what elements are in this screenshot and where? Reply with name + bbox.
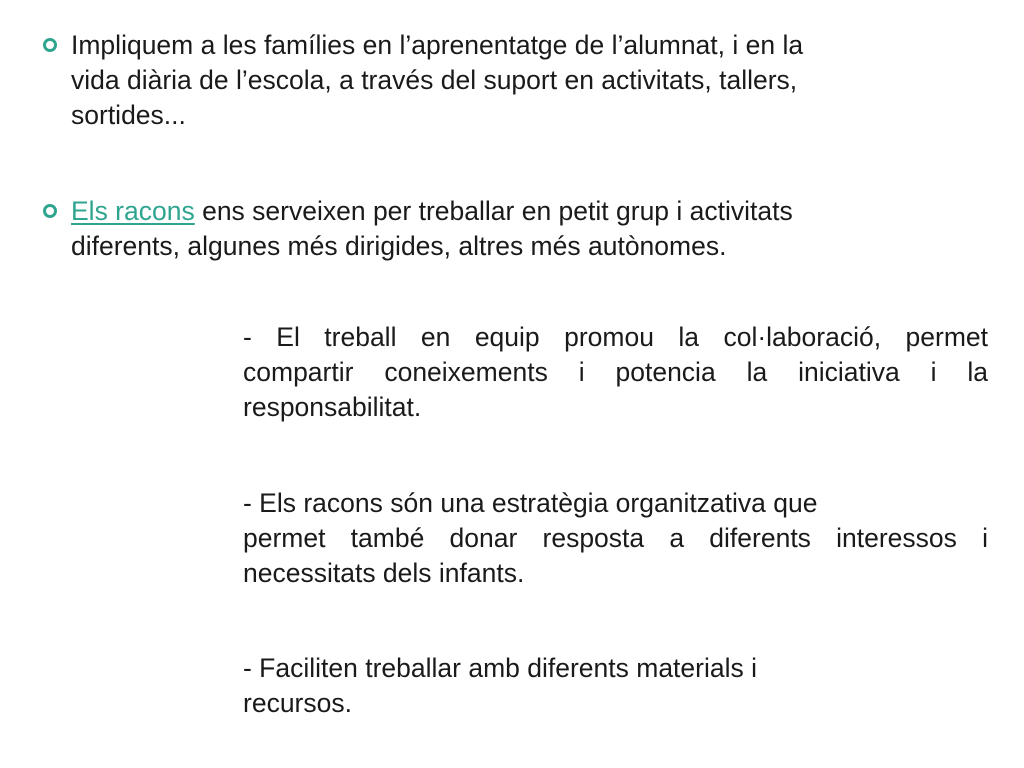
bullet-paragraph-racons xyxy=(71,194,971,264)
ring-bullet-icon xyxy=(42,203,58,219)
text-line: Impliquem a les famílies en l’aprenentatge de l’alumnat, i en la xyxy=(71,30,804,60)
text-line: diferents, algunes més dirigides, altres més autònomes. xyxy=(71,231,727,261)
ring-bullet-icon xyxy=(42,37,58,53)
text-line: responsabilitat. xyxy=(243,392,422,422)
text-line xyxy=(71,194,971,229)
els-racons-link[interactable]: Els racons xyxy=(71,196,195,226)
text-line: compartir coneixements i potencia la iniciativa i la xyxy=(243,357,988,387)
text-fragment: ens serveixen per treballar en petit grup i activitats xyxy=(194,196,793,226)
text-line: recursos. xyxy=(243,688,352,718)
bullet-paragraph-families xyxy=(71,28,971,133)
text-line: vida diària de l’escola, a través del suport en activitats, tallers, xyxy=(71,65,798,95)
sub-point-teamwork xyxy=(243,320,988,425)
text-line: - El treball en equip promou la col·laboració, permet xyxy=(243,322,988,352)
text-line: sortides... xyxy=(71,100,186,130)
text-line: permet també donar resposta a diferents interessos i xyxy=(243,523,988,553)
text-line: necessitats dels infants. xyxy=(243,558,525,588)
text-line: - Faciliten treballar amb diferents materials i xyxy=(243,653,757,683)
sub-point-strategy xyxy=(243,486,988,591)
text-line: - Els racons són una estratègia organitzativa que xyxy=(243,488,818,518)
sub-point-materials xyxy=(243,651,988,721)
